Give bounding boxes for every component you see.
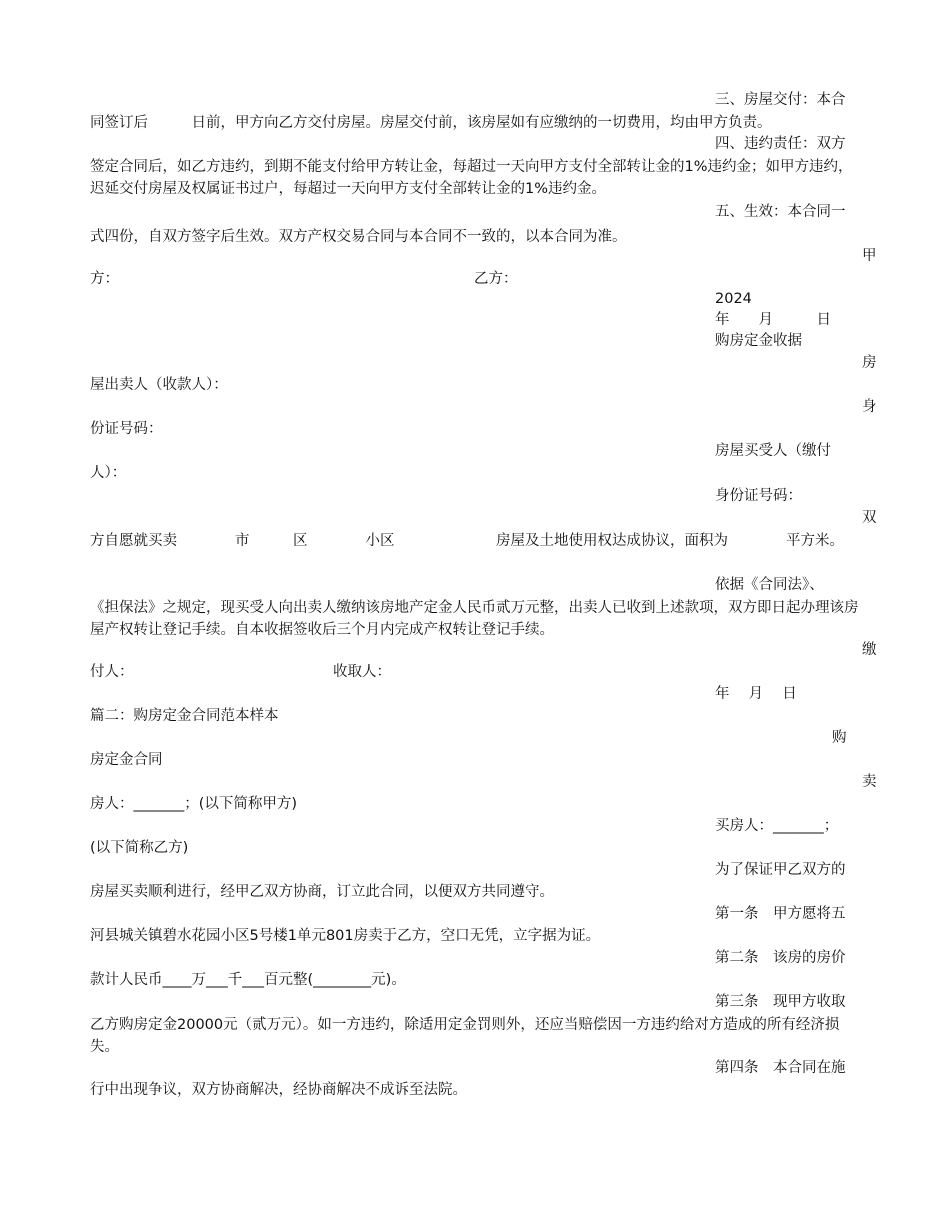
article-4-body: 行中出现争议，双方协商解决，经协商解决不成诉至法院。 [90,1082,467,1098]
buyer-party-rest: (以下简称乙方) [90,840,189,856]
contract-title: 房定金合同 [90,752,163,768]
payer-label: 付人： [90,664,134,680]
buyer-party-lead: 买房人：_______； [715,818,839,834]
payer-char: 缴 [862,642,877,658]
seller-party-char: 卖 [862,774,877,790]
seller-id-label: 份证号码： [90,421,163,437]
party-b-label: 乙方： [474,271,518,287]
sign-year: 2024 [715,291,752,307]
contract-title-char: 购 [832,730,847,746]
seller-id-char: 身 [862,399,877,415]
agreement-body: 方自愿就买卖 市 区 小区 房屋及土地使用权达成协议，面积为 平方米。 [90,533,844,549]
article-4-lead: 第四条 本合同在施 [715,1060,846,1076]
article-3-lead: 第三条 现甲方收取 [715,994,846,1010]
legal-basis-body: 《担保法》之规定，现买受人向出卖人缴纳该房地产定金人民币贰万元整，出卖人已收到上述款项，双方即日起办理该房屋产权转让登记手续。自本收据签收后三个月内完成产权转让登记手续。 [90,600,859,638]
purpose-lead: 为了保证甲乙双方的 [715,862,846,878]
article-1-body: 河县城关镇碧水花园小区5号楼1单元801房卖于乙方，空口无凭，立字据为证。 [90,928,601,944]
party-a-label: 方： [90,271,119,287]
section-4-lead: 四、违约责任：双方 [715,136,846,152]
payee-label: 收取人： [333,664,391,680]
party-a-char: 甲 [862,248,877,264]
section-5-lead: 五、生效：本合同一 [715,204,846,220]
seller-char: 房 [862,355,877,371]
article-2-lead: 第二条 该房的房价 [715,950,846,966]
seller-party: 房人：_______；(以下简称甲方) [90,796,298,812]
article-2-title: 篇二：购房定金合同范本样本 [90,708,279,724]
section-4-body: 签定合同后，如乙方违约，到期不能支付给甲方转让金，每超过一天向甲方支付全部转让金的1%违约金；如甲方违约，迟延交付房屋及权属证书过户，每超过一天向甲方支付全部转让金的1%违约金。 [90,159,853,197]
agreement-char: 双 [862,510,877,526]
seller-label: 屋出卖人（收款人）： [90,377,228,393]
section-5-body: 式四份，自双方签字后生效。双方产权交易合同与本合同不一致的，以本合同为准。 [90,229,627,245]
receipt-title: 购房定金收据 [715,333,802,349]
section-3-body: 同签订后 日前，甲方向乙方交付房屋。房屋交付前，该房屋如有应缴纳的一切费用，均由甲方负责。 [90,115,772,131]
section-3-lead: 三、房屋交付：本合 [715,92,846,108]
legal-basis-lead: 依据《合同法》、 [715,577,824,593]
purpose-body: 房屋买卖顺利进行，经甲乙双方协商，订立此合同，以便双方共同遵守。 [90,884,554,900]
buyer-id-label: 身份证号码： [715,488,802,504]
receipt-date: 年 月 日 [715,686,797,702]
sign-date: 年 月 日 [715,312,831,328]
buyer-label-lead: 房屋买受人（缴付 [715,443,831,459]
article-3-body: 乙方购房定金20000元（贰万元）。如一方违约，除适用定金罚则外，还应当赔偿因一方违约给对方造成的所有经济损失。 [90,1017,840,1055]
article-2-body: 款计人民币____万___千___百元整(________元)。 [90,972,406,988]
buyer-label-rest: 人）： [90,465,127,481]
article-1-lead: 第一条 甲方愿将五 [715,906,846,922]
